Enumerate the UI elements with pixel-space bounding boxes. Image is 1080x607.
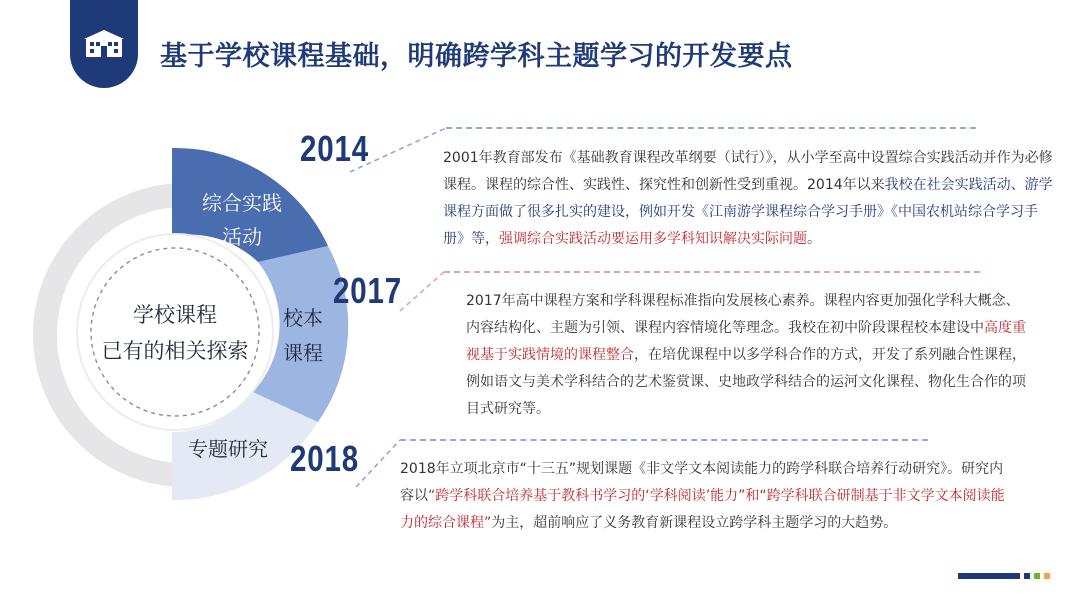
entry-2014-part-3: 强调综合实践活动要运用多学科知识解决实际问题 — [499, 231, 807, 247]
entry-2014-text — [443, 145, 1053, 253]
entry-2018-part-3: 为主，超前响应了义务教育新课程设立跨学科主题学习的大趋势。 — [491, 515, 898, 531]
connector-2018 — [356, 440, 400, 487]
segment-2-line2: 课程 — [283, 341, 323, 365]
page-title: 基于学校课程基础，明确跨学科主题学习的开发要点 — [160, 41, 793, 72]
entry-2014-part-2: 我校在社会实践活动、游学课程方面做了很多扎实的建设，例如开发《江南游学课程综合学习手册》《中国农机站综合学习手册》等， — [443, 177, 1053, 247]
entry-2017-text — [466, 288, 1026, 423]
year-2014: 2014 — [300, 128, 369, 169]
center-line1: 学校课程 — [133, 303, 217, 327]
divider-2018 — [400, 439, 928, 441]
segment-3-line1: 专题研究 — [188, 437, 268, 461]
connector-2017 — [400, 272, 444, 311]
center-circle — [77, 234, 273, 430]
entry-2018-part-2: “跨学科联合培养基于教科书学习的‘学科阅读’能力”和“跨学科联合研制基于非文学文本阅读能力的综合课程” — [400, 488, 1005, 531]
footer-bar-navy — [958, 573, 1020, 579]
entry-2017-part-1: 2017年高中课程方案和学科课程标准指向发展核心素养。课程内容更加强化学科大概念、内容结构化、主题为引领、课程内容情境化等理念。我校在初中阶段课程校本建设中 — [466, 293, 1020, 336]
center-line2: 已有的相关探索 — [101, 339, 249, 363]
entry-2014-part-1: 2001年教育部发布《基础教育课程改革纲要（试行）》，从小学至高中设置综合实践活动并作为必修课程。课程的综合性、实践性、探究性和创新性受到重视。2014年以来 — [443, 150, 1053, 193]
entry-2017-part-3: ，在培优课程中以多学科合作的方式，开发了系列融合性课程，例如语文与美术学科结合的艺术鉴赏课、史地政学科结合的运河文化课程、物化生合作的项目式研究等。 — [466, 347, 1026, 417]
year-2018: 2018 — [290, 438, 359, 479]
entry-2017-part-2: 高度重视基于实践情境的课程整合 — [466, 320, 1026, 363]
divider-2017 — [444, 271, 980, 273]
footer-bar-navy-small — [1024, 573, 1030, 579]
footer-bar-orange — [1044, 573, 1050, 579]
segment-1-line2: 活动 — [222, 225, 262, 249]
entry-2018-text — [400, 456, 1015, 537]
divider-2014 — [446, 127, 976, 129]
segment-2-line1: 校本 — [283, 306, 323, 330]
segment-1-line1: 综合实践 — [202, 191, 282, 215]
entry-2014-part-4: 。 — [807, 231, 821, 247]
footer-bar-green — [1034, 573, 1040, 579]
entry-2018-part-1: 2018年立项北京市“十三五”规划课题《非文学文本阅读能力的跨学科联合培养行动研究》。研究内容以 — [400, 461, 1004, 504]
year-2017: 2017 — [333, 270, 402, 311]
